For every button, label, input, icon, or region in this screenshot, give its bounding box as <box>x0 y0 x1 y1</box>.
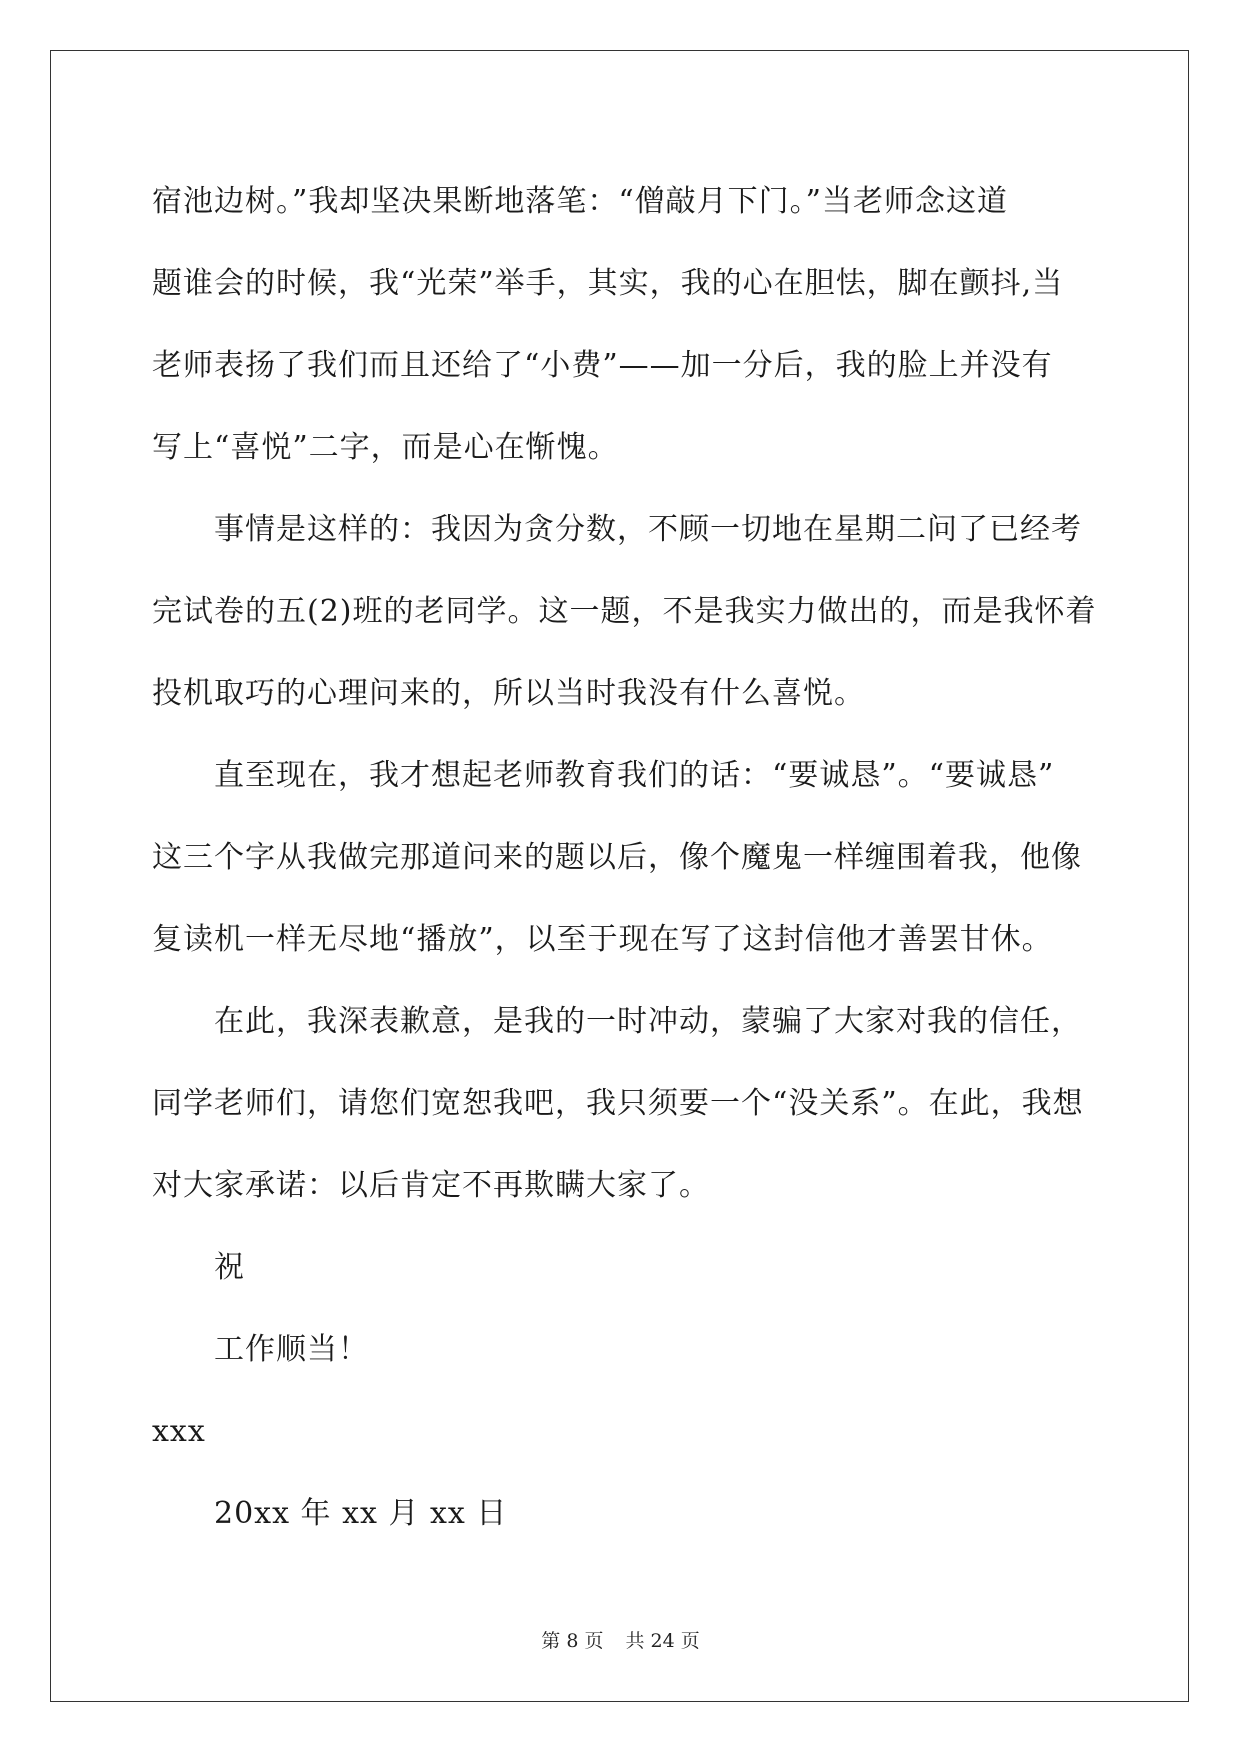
text-line: 老师表扬了我们而且还给了“小费”——加一分后，我的脸上并没有 <box>152 348 1053 383</box>
text-line: 这三个字从我做完那道问来的题以后，像个魔鬼一样缠围着我，他像 <box>152 840 1082 875</box>
page-footer <box>0 1626 1241 1653</box>
date-line: 20xx 年 xx 月 xx 日 <box>214 1496 508 1531</box>
text-line: 同学老师们，请您们宽恕我吧，我只须要一个“没关系”。在此，我想 <box>152 1086 1084 1121</box>
paragraph-start-line: 事情是这样的：我因为贪分数，不顾一切地在星期二问了已经考 <box>214 512 1082 547</box>
page-number: 第 8 页 <box>541 1630 604 1652</box>
document-body <box>152 161 1097 1555</box>
text-line: 复读机一样无尽地“播放”，以至于现在写了这封信他才善罢甘休。 <box>152 922 1053 957</box>
paragraph-start-line: 直至现在，我才想起老师教育我们的话：“要诚恳”。“要诚恳” <box>214 758 1055 793</box>
text-line: 对大家承诺：以后肯定不再欺瞒大家了。 <box>152 1168 710 1203</box>
text-line: 宿池边树。”我却坚决果断地落笔：“僧敲月下门。”当老师念这道 <box>152 184 1009 219</box>
paragraph-start-line: 在此，我深表歉意，是我的一时冲动，蒙骗了大家对我的信任， <box>214 1004 1082 1039</box>
closing-wish-text: 工作顺当！ <box>214 1332 369 1367</box>
text-line: 完试卷的五(2)班的老同学。这一题，不是我实力做出的，而是我怀着 <box>152 594 1097 629</box>
signature: xxx <box>152 1414 206 1449</box>
total-pages: 共 24 页 <box>625 1630 700 1652</box>
text-line: 题谁会的时候，我“光荣”举手，其实，我的心在胆怯，脚在颤抖,当 <box>152 266 1064 301</box>
text-line: 写上“喜悦”二字，而是心在惭愧。 <box>152 430 619 465</box>
closing-wish: 祝 <box>214 1250 245 1285</box>
text-line: 投机取巧的心理问来的，所以当时我没有什么喜悦。 <box>152 676 865 711</box>
